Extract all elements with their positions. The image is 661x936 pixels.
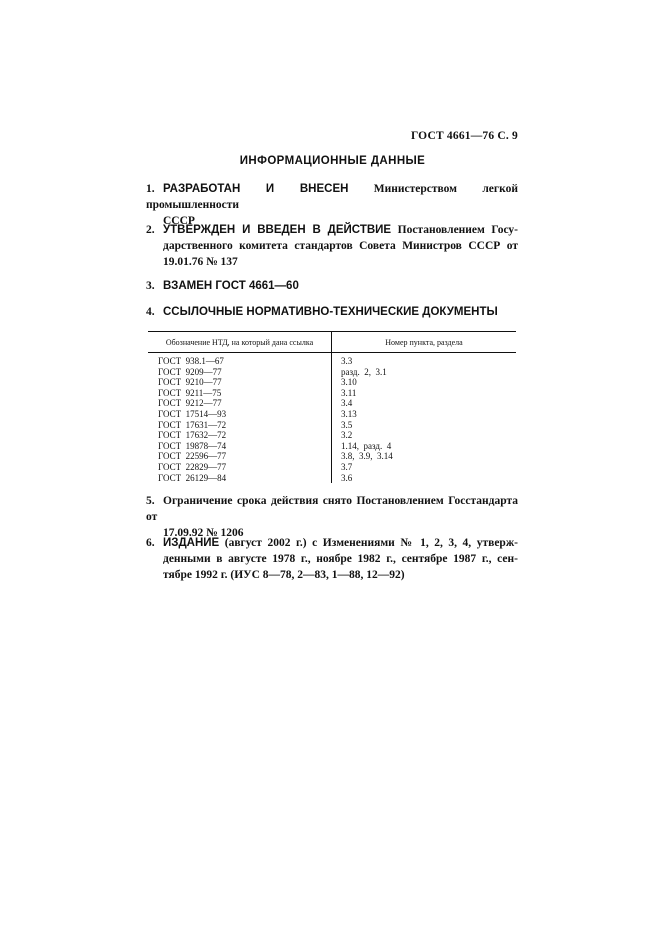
- table-cell-document: ГОСТ 938.1—67: [148, 353, 332, 367]
- section-text-cont: тябре 1992 г. (ИУС 8—78, 2—83, 1—88, 12—92): [163, 569, 405, 581]
- table-row: [148, 473, 516, 484]
- table-row: [148, 420, 516, 431]
- section-text: Ограничение срока действия снято Постановлением Госстандарта от: [146, 495, 518, 523]
- document-title: ИНФОРМАЦИОННЫЕ ДАННЫЕ: [239, 155, 426, 167]
- table-row: [148, 388, 516, 399]
- table-cell-document: ГОСТ 9211—75: [148, 388, 332, 399]
- section-heading: РАЗРАБОТАН И ВНЕСЕН: [163, 183, 349, 195]
- table-cell-document: ГОСТ 26129—84: [148, 473, 332, 484]
- section-number: 5.: [146, 495, 155, 507]
- table-cell-clause: разд. 2, 3.1: [341, 366, 387, 377]
- section-text-cont: СССР: [163, 215, 195, 227]
- table-cell-document: ГОСТ 9210—77: [148, 377, 332, 388]
- table-row: [148, 398, 516, 409]
- table-cell-clause: 3.3: [341, 356, 353, 366]
- section-5: [146, 493, 518, 541]
- table-header-row: [148, 332, 516, 353]
- table-cell-clause: 3.10: [341, 377, 357, 388]
- table-cell-clause: 3.7: [341, 461, 353, 472]
- section-text: Постановлением Госу-: [391, 224, 518, 236]
- section-text-cont: денными в августе 1978 г., ноябре 1982 г., сентябре 1987 г., сен-: [163, 553, 518, 565]
- table-row: [148, 409, 516, 420]
- table-cell-clause: 3.13: [341, 408, 357, 419]
- table-row: [148, 430, 516, 441]
- table-cell-document: ГОСТ 17632—72: [148, 430, 332, 441]
- section-text-cont: 19.01.76 № 137: [163, 256, 238, 268]
- section-text-cont: 17.09.92 № 1206: [163, 527, 244, 539]
- section-number: 2.: [146, 224, 155, 236]
- section-6: [146, 535, 518, 583]
- table-cell-clause: 3.4: [341, 398, 353, 409]
- section-number: 3.: [146, 280, 155, 292]
- section-text: Министерством легкой промышленности: [146, 183, 518, 211]
- section-4: [146, 304, 518, 320]
- section-heading: ИЗДАНИЕ: [163, 537, 220, 549]
- section-2: [146, 222, 518, 270]
- references-table: [148, 331, 516, 483]
- section-number: 6.: [146, 537, 155, 549]
- table-cell-clause: 3.2: [341, 430, 353, 441]
- section-heading: ВЗАМЕН ГОСТ 4661—60: [163, 280, 299, 292]
- table-cell-document: ГОСТ 19878—74: [148, 441, 332, 452]
- table-row: [148, 377, 516, 388]
- table-cell-document: ГОСТ 9212—77: [148, 398, 332, 409]
- table-row: [148, 367, 516, 378]
- table-row: [148, 462, 516, 473]
- section-number: 4.: [146, 306, 155, 318]
- page-header: ГОСТ 4661—76 С. 9: [410, 130, 518, 142]
- table-cell-document: ГОСТ 22829—77: [148, 462, 332, 473]
- section-text-cont: дарственного комитета стандартов Совета Министров СССР от: [163, 240, 518, 252]
- section-3: [146, 278, 518, 294]
- section-heading: УТВЕРЖДЕН И ВВЕДЕН В ДЕЙСТВИЕ: [163, 224, 392, 236]
- section-text: (август 2002 г.) с Изменениями № 1, 2, 3, 4, утверж-: [219, 537, 518, 549]
- table-cell-clause: 3.5: [341, 419, 353, 430]
- table-row: [148, 353, 516, 367]
- section-heading: ССЫЛОЧНЫЕ НОРМАТИВНО-ТЕХНИЧЕСКИЕ ДОКУМЕНТЫ: [163, 306, 498, 318]
- table-cell-clause: 3.8, 3.9, 3.14: [341, 451, 393, 462]
- table-cell-document: ГОСТ 22596—77: [148, 451, 332, 462]
- table-cell-document: ГОСТ 17514—93: [148, 409, 332, 420]
- column-header-clause: Номер пункта, раздела: [332, 332, 517, 353]
- section-number: 1.: [146, 183, 155, 195]
- table-cell-document: ГОСТ 9209—77: [148, 367, 332, 378]
- column-header-document: Обозначение НТД, на который дана ссылка: [148, 332, 332, 353]
- table-cell-clause: 3.11: [341, 387, 357, 398]
- table-cell-clause: 3.6: [341, 472, 353, 483]
- table-cell-document: ГОСТ 17631—72: [148, 420, 332, 431]
- table-row: [148, 451, 516, 462]
- table-row: [148, 441, 516, 452]
- table-cell-clause: 1.14, разд. 4: [341, 440, 392, 451]
